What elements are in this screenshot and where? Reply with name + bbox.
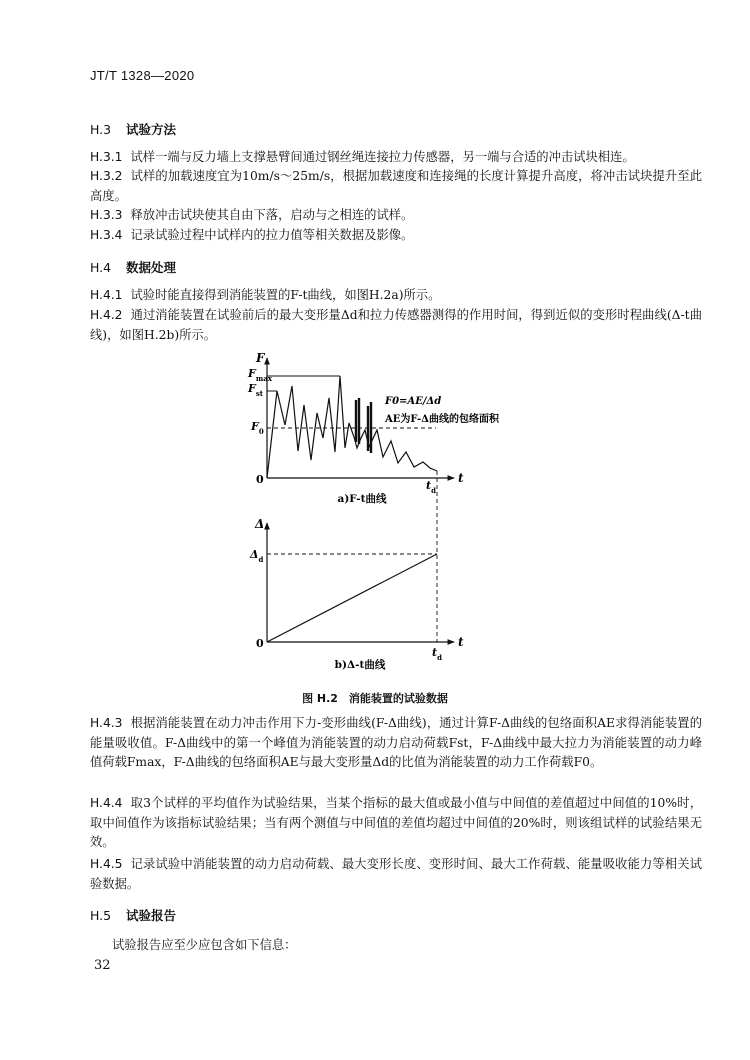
- clause-number: H.4.2: [90, 308, 123, 322]
- f0-formula-note: [384, 396, 441, 407]
- clause-number: H.3.2: [90, 169, 123, 183]
- ft-origin-label: 0: [256, 473, 264, 486]
- clause-number: H.4.3: [90, 716, 123, 730]
- clause-text: 释放冲击试块使其自由下落，启动与之相连的试样。: [130, 208, 414, 222]
- section-title: 试验报告: [126, 908, 177, 923]
- section-h3-heading: [90, 120, 176, 138]
- figure-caption: 图 H.2 消能装置的试验数据: [302, 692, 448, 705]
- clause-number: H.4.4: [90, 796, 123, 810]
- ft-curve: [267, 376, 437, 478]
- clause-text: 试验时能直接得到消能装置的F-t曲线，如图H.2a)所示。: [130, 288, 441, 302]
- dt-x-axis-label: t: [458, 635, 464, 649]
- ft-y-axis-label: F: [256, 351, 265, 365]
- svg-text:Fmax: $F_{max}$: [248, 367, 272, 383]
- clause-number: H.4.1: [90, 288, 123, 302]
- section-h5-heading: [90, 906, 176, 924]
- section-number: H.4: [90, 260, 112, 275]
- dt-panel-caption: b)Δ-t曲线: [334, 659, 386, 671]
- page-number: 32: [94, 958, 111, 973]
- clause-text: 取3个试样的平均值作为试验结果，当某个指标的最大值或最小值与中间值的差值超过中间值的10%时，取中间值作为该指标试验结果；当有两个测值与中间值的差值均超过中间值的20%时，则该组试样的试验结果无效。: [90, 796, 702, 849]
- clause-h32: [90, 167, 702, 206]
- fmax-label: [247, 367, 273, 383]
- clause-h44: [90, 794, 702, 853]
- svg-text:Δd: $\Delta_d$: [250, 548, 264, 564]
- fst-label: [247, 382, 264, 398]
- svg-text:AE为F-Δ曲线的包络面积: AE为F-Δ曲线的包络面积: [385, 414, 499, 425]
- dt-y-axis-label: Δ: [255, 517, 265, 531]
- clause-h43: [90, 714, 702, 773]
- clause-text: 试样的加载速度宜为10m/s～25m/s，根据加载速度和连接绳的长度计算提升高度，将冲击试块提升至此高度。: [90, 169, 702, 203]
- clause-text: 试样一端与反力墙上支撑悬臂间通过钢丝绳连接拉力传感器，另一端与合适的冲击试块相连。: [130, 150, 635, 164]
- clause-h33: [90, 206, 702, 226]
- standard-number: JT/T 1328—2020: [90, 68, 195, 83]
- ft-chart: [247, 351, 500, 642]
- dt-linear-curve: [267, 554, 437, 642]
- ft-x-axis-label: t: [458, 471, 464, 485]
- clause-text: 记录试验中消能装置的动力启动荷载、最大变形长度、变形时间、最大工作荷载、能量吸收能力等相关试验数据。: [90, 857, 702, 891]
- section-number: H.3: [90, 122, 112, 137]
- delta-t-chart: [249, 517, 464, 671]
- svg-text:F0: $F_0$: [251, 420, 264, 436]
- clause-h34: [90, 226, 702, 246]
- report-intro: 试验报告应至少应包含如下信息：: [112, 938, 297, 952]
- clause-h31: [90, 148, 702, 168]
- section-number: H.5: [90, 908, 112, 923]
- clause-h41: [90, 286, 702, 306]
- ft-panel-caption: a)F-t曲线: [337, 493, 387, 505]
- svg-text:td: $t_d$: [432, 646, 442, 662]
- f0-label: [250, 420, 264, 436]
- dt-td-label: [432, 646, 442, 662]
- clause-number: H.3.3: [90, 208, 123, 222]
- clause-text: 通过消能装置在试验前后的最大变形量Δd和拉力传感器测得的作用时间，得到近似的变形时程曲线(Δ-t曲线)，如图H.2b)所示。: [90, 308, 702, 342]
- svg-text:F0=AE/Δd: F0=AE/Δd: [385, 396, 442, 407]
- delta-d-label: [249, 548, 264, 564]
- clause-text: 根据消能装置在动力冲击作用下力-变形曲线(F-Δ曲线)，通过计算F-Δ曲线的包络面积AE求得消能装置的能量吸收值。F-Δ曲线中的第一个峰值为消能装置的动力启动荷载Fst，F-Δ曲线中最大拉力为消能装置的动力峰值荷载Fmax，F-Δ曲线的包络面积AE与最大变形量Δd的比值为消能装置的动力工作荷载F0。: [90, 716, 702, 769]
- dt-origin-label: 0: [256, 637, 264, 650]
- svg-text:td: $t_d$: [426, 479, 436, 495]
- ae-definition-note: [384, 412, 500, 425]
- figure-h2: [0, 340, 750, 685]
- clause-number: H.4.5: [90, 857, 123, 871]
- clause-number: H.3.4: [90, 228, 123, 242]
- clause-number: H.3.1: [90, 150, 123, 164]
- section-h4-heading: [90, 258, 176, 276]
- ft-td-label: [426, 479, 436, 495]
- clause-h45: [90, 855, 702, 894]
- section-title: 数据处理: [126, 260, 177, 275]
- section-title: 试验方法: [126, 122, 177, 137]
- clause-text: 记录试验过程中试样内的拉力值等相关数据及影像。: [130, 228, 414, 242]
- svg-text:Fst: $F_{st}$: [248, 382, 263, 398]
